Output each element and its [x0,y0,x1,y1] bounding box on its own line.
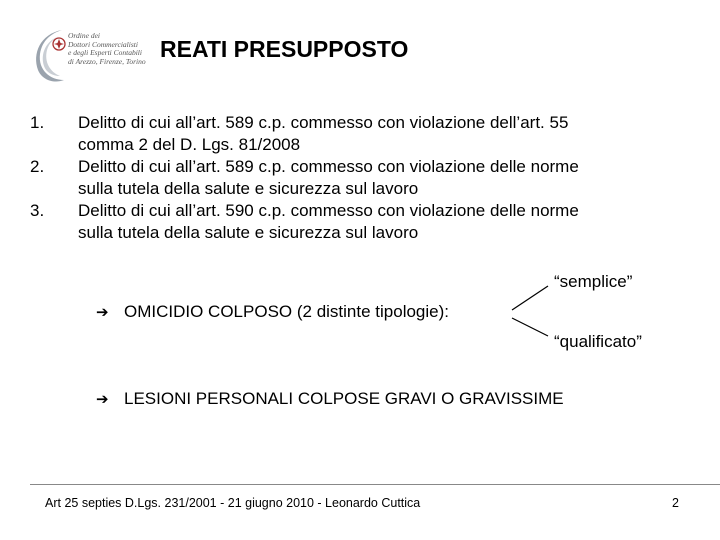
branch-label-semplice: “semplice” [554,272,633,291]
list-item-line: Delitto di cui all’art. 589 c.p. commesso con violazione delle norme [78,157,579,176]
list-item-line: sulla tutela della salute e sicurezza sul lavoro [78,223,419,242]
list-number: 3. [30,201,45,220]
footer-text: Art 25 septies D.Lgs. 231/2001 - 21 giugno 2010 - Leonardo Cuttica [45,496,421,510]
list-number: 1. [30,113,45,132]
branch-line-lower [512,318,548,336]
arrow-right-icon: ➔ [96,391,109,408]
branch-line-upper [512,286,548,310]
logo-line: Ordine dei [68,31,101,40]
logo-line: Dottori Commercialisti [68,39,138,49]
list-item-line: sulla tutela della salute e sicurezza sul lavoro [78,179,419,198]
omicidio-text: OMICIDIO COLPOSO (2 distinte tipologie): [124,302,449,321]
slide-title: REATI PRESUPPOSTO [160,36,409,62]
arrow-right-icon: ➔ [96,304,109,321]
branch-label-qualificato: “qualificato” [554,332,642,351]
logo-line: di Arezzo, Firenze, Torino [68,56,146,66]
list-item-line: Delitto di cui all’art. 590 c.p. commesso con violazione delle norme [78,201,579,220]
omicidio-row [96,302,449,322]
list-item-line: Delitto di cui all’art. 589 c.p. commesso con violazione dell’art. 55 [78,113,569,132]
page-number: 2 [672,496,679,510]
lesioni-text: LESIONI PERSONALI COLPOSE GRAVI O GRAVISSIME [124,389,564,408]
logo-line: e degli Esperti Contabili [68,48,142,58]
list-item-line: comma 2 del D. Lgs. 81/2008 [78,135,301,154]
list-number: 2. [30,157,45,176]
footer-divider [30,484,720,485]
lesioni-row [96,389,564,409]
